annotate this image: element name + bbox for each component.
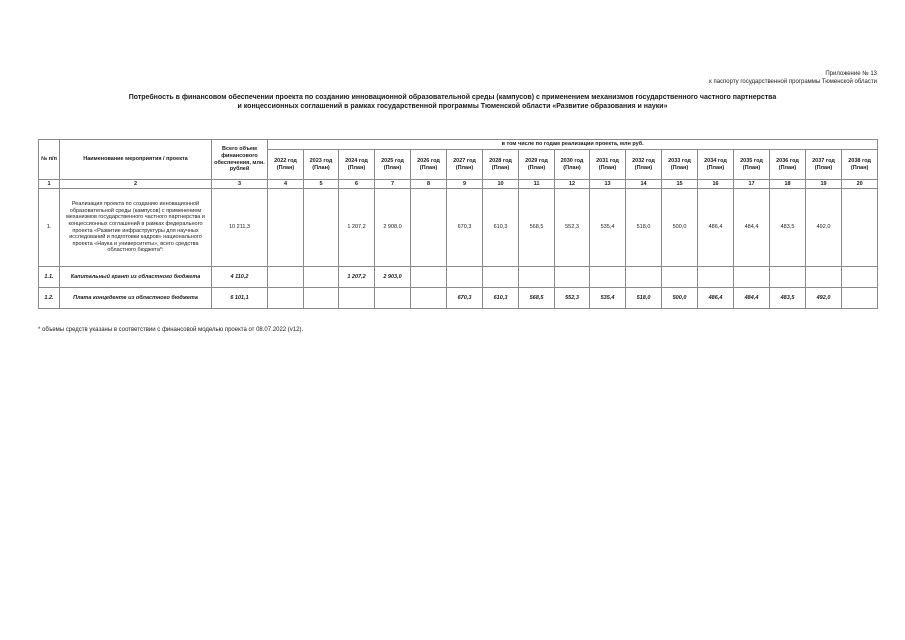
header-years-group: в том числе по годам реализации проекта, млн руб. (268, 140, 878, 150)
column-number: 3 (212, 180, 268, 189)
year-value-cell: 483,5 (770, 189, 806, 267)
table-body (39, 140, 878, 309)
year-value-cell (483, 267, 519, 288)
year-value-cell: 2 908,0 (375, 189, 411, 267)
year-value-cell (698, 267, 734, 288)
year-value-cell: 568,5 (519, 189, 555, 267)
year-value-cell: 1 207,2 (339, 189, 375, 267)
row-number: 1.1. (39, 267, 60, 288)
year-value-cell (842, 288, 878, 309)
annex-caption (709, 71, 877, 86)
year-value-cell: 484,4 (734, 288, 770, 309)
column-number: 1 (39, 180, 60, 189)
year-value-cell (304, 189, 339, 267)
header-year: 2027 год (План) (447, 150, 483, 180)
title-line-1: Потребность в финансовом обеспечении проекта по созданию инновационной образовательной среды (кампусов) с применением механизмов государственного частного партнерства (128, 94, 777, 101)
year-value-cell: 492,0 (806, 288, 842, 309)
year-value-cell (304, 267, 339, 288)
column-number: 20 (842, 180, 878, 189)
year-value-cell (842, 267, 878, 288)
year-value-cell (590, 267, 626, 288)
year-value-cell: 518,0 (626, 189, 662, 267)
column-number: 6 (339, 180, 375, 189)
year-value-cell: 670,3 (447, 189, 483, 267)
year-value-cell: 535,4 (590, 189, 626, 267)
column-number: 15 (662, 180, 698, 189)
column-number: 19 (806, 180, 842, 189)
year-value-cell: 552,3 (555, 288, 590, 309)
header-year: 2034 год (План) (698, 150, 734, 180)
year-value-cell (411, 189, 447, 267)
header-year: 2029 год (План) (519, 150, 555, 180)
year-value-cell (734, 267, 770, 288)
title-line-2: и концессионных соглашений в рамках государственной программы Тюменской области «Развитие образования и науки» (237, 103, 668, 110)
year-value-cell (447, 267, 483, 288)
column-number: 9 (447, 180, 483, 189)
year-value-cell (375, 288, 411, 309)
year-value-cell (268, 189, 304, 267)
year-value-cell: 500,0 (662, 288, 698, 309)
year-value-cell (339, 288, 375, 309)
year-value-cell: 492,0 (806, 189, 842, 267)
year-value-cell (411, 288, 447, 309)
column-number: 10 (483, 180, 519, 189)
header-year: 2038 год (План) (842, 150, 878, 180)
year-value-cell (662, 267, 698, 288)
year-value-cell (806, 267, 842, 288)
header-row-group (39, 140, 878, 150)
header-year: 2035 год (План) (734, 150, 770, 180)
column-number: 13 (590, 180, 626, 189)
document-title (0, 93, 905, 111)
column-number: 18 (770, 180, 806, 189)
table-row (39, 288, 878, 309)
year-value-cell: 486,4 (698, 288, 734, 309)
year-value-cell: 483,5 (770, 288, 806, 309)
year-value-cell: 568,5 (519, 288, 555, 309)
financing-table (38, 139, 878, 309)
year-value-cell: 610,3 (483, 288, 519, 309)
column-number: 8 (411, 180, 447, 189)
year-value-cell: 610,3 (483, 189, 519, 267)
year-value-cell: 486,4 (698, 189, 734, 267)
row-name: Реализация проекта по созданию инновационной образовательной среды (кампусов) с применением механизмов государственного частного партнерства и концессионных соглашений в рамках федерального проекта «Развитие инфраструктуры для научных исследований и подготовки кадров» национального проекта «Наука и университеты», всего средства областного бюджета*: (60, 189, 212, 267)
column-number: 14 (626, 180, 662, 189)
footnote: * объемы средств указаны в соответствии с финансовой моделью проекта от 08.07.2022 (v12). (38, 327, 304, 333)
year-value-cell: 518,0 (626, 288, 662, 309)
row-number: 1.2. (39, 288, 60, 309)
year-value-cell: 500,0 (662, 189, 698, 267)
header-year: 2031 год (План) (590, 150, 626, 180)
header-year: 2028 год (План) (483, 150, 519, 180)
header-year: 2024 год (План) (339, 150, 375, 180)
header-year: 2026 год (План) (411, 150, 447, 180)
annex-subtitle: к паспорту государственной программы Тюменской области (709, 78, 877, 85)
column-number: 2 (60, 180, 212, 189)
row-total: 4 110,2 (212, 267, 268, 288)
column-number: 5 (304, 180, 339, 189)
header-name: Наименование мероприятия / проекта (60, 140, 212, 180)
year-value-cell: 535,4 (590, 288, 626, 309)
row-total: 6 101,1 (212, 288, 268, 309)
column-number: 16 (698, 180, 734, 189)
header-year: 2032 год (План) (626, 150, 662, 180)
header-year: 2030 год (План) (555, 150, 590, 180)
year-value-cell (770, 267, 806, 288)
year-value-cell: 484,4 (734, 189, 770, 267)
table-row (39, 267, 878, 288)
header-year: 2025 год (План) (375, 150, 411, 180)
year-value-cell (304, 288, 339, 309)
column-number: 11 (519, 180, 555, 189)
column-number: 12 (555, 180, 590, 189)
header-total: Всего объем финансового обеспечения, млн. рублей (212, 140, 268, 180)
column-number: 4 (268, 180, 304, 189)
column-numbers-row (39, 180, 878, 189)
year-value-cell (626, 267, 662, 288)
year-value-cell: 670,3 (447, 288, 483, 309)
year-value-cell: 552,3 (555, 189, 590, 267)
column-number: 17 (734, 180, 770, 189)
annex-number: Приложение № 13 (825, 71, 877, 77)
year-value-cell (268, 288, 304, 309)
year-value-cell (519, 267, 555, 288)
year-value-cell: 1 207,2 (339, 267, 375, 288)
header-year: 2033 год (План) (662, 150, 698, 180)
year-value-cell (411, 267, 447, 288)
header-year: 2036 год (План) (770, 150, 806, 180)
header-num: № п/п (39, 140, 60, 180)
header-year: 2037 год (План) (806, 150, 842, 180)
year-value-cell (842, 189, 878, 267)
table-row (39, 189, 878, 267)
year-value-cell (268, 267, 304, 288)
row-name: Капитальный грант из областного бюджета (60, 267, 212, 288)
year-value-cell: 2 903,0 (375, 267, 411, 288)
row-number: 1. (39, 189, 60, 267)
row-total: 10 211,3 (212, 189, 268, 267)
column-number: 7 (375, 180, 411, 189)
header-year: 2022 год (План) (268, 150, 304, 180)
row-name: Плата концеденте из областного бюджета (60, 288, 212, 309)
header-year: 2023 год (План) (304, 150, 339, 180)
year-value-cell (555, 267, 590, 288)
